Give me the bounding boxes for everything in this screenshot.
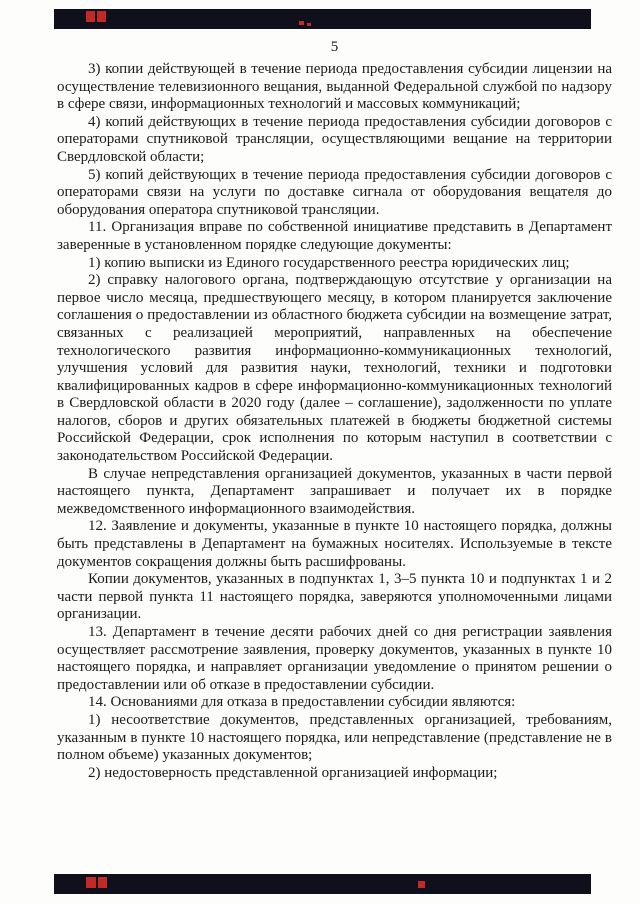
document-body <box>57 61 612 782</box>
red-stamp-speck <box>418 881 425 888</box>
paragraph: В случае непредставления организацией документов, указанных в части первой настоящего пункта, Департамент запрашивает и получает их в порядке межведомственного информационного взаимодействия. <box>57 465 612 517</box>
paragraph: 2) недостоверность представленной организацией информации; <box>88 764 498 781</box>
paragraph: 12. Заявление и документы, указанные в пункте 10 настоящего порядка, должны быть представлены в Департамент на бумажных носителях. Используемые в тексте документов сокращения должны быть расшифрованы. <box>57 518 612 570</box>
paragraph: 5) копий действующих в течение периода предоставления субсидии договоров с операторами связи на услуги по доставке сигнала от оборудования вещателя до оборудования оператора спутниковой трансляции. <box>57 166 612 218</box>
paragraph: 4) копий действующих в течение периода предоставления субсидии договоров с операторами спутниковой трансляции, осуществляющими вещание на территории Свердловской области; <box>57 113 612 165</box>
redaction-bar-top <box>54 9 591 29</box>
red-stamp-speck <box>299 21 304 25</box>
red-stamp-speck <box>307 23 311 26</box>
paragraph: 1) копию выписки из Единого государственного реестра юридических лиц; <box>88 254 570 271</box>
paragraph: 14. Основаниями для отказа в предоставлении субсидии являются: <box>88 694 516 711</box>
red-stamp-mark <box>86 11 95 22</box>
paragraph: 13. Департамент в течение десяти рабочих дней со дня регистрации заявления осуществляет рассмотрение заявления, проверку документов, указанных в пункте 10 настоящего порядка, и направляет организации уведомление о принятом решении о предоставлении или об отказе в предоставлении субсидии. <box>57 624 612 693</box>
paragraph: Копии документов, указанных в подпунктах 1, 3–5 пункта 10 и подпунктах 1 и 2 части первой пункта 11 настоящего порядка, заверяются уполномоченными лицами организации. <box>57 571 612 623</box>
paragraph: 3) копии действующей в течение периода предоставления субсидии лицензии на осуществление телевизионного вещания, выданной Федеральной службой по надзору в сфере связи, информационных технологий и массовых коммуникаций; <box>57 61 612 113</box>
red-stamp-mark <box>97 11 106 22</box>
page-number: 5 <box>330 39 339 55</box>
red-stamp-mark <box>86 877 96 888</box>
paragraph: 1) несоответствие документов, представленных организацией, требованиям, указанным в пункте 10 настоящего порядка, или непредставление (представление не в полном объеме) указанных документов; <box>57 711 612 764</box>
paragraph: 2) справку налогового органа, подтверждающую отсутствие у организации на первое число месяца, предшествующего месяцу, в котором планируется заключение соглашения о предоставлении из областного бюджета субсидии на возмещение затрат, связанных с реализацией мероприятий, направленных на обеспечение технологического развития информационно-коммуникационных технологий, улучшения условий для развития науки, технологий, техники и подготовки квалифицированных кадров в сфере информационно-коммуникационных технологий в Свердловской области в 2020 году (далее – соглашение), задолженности по уплате налогов, сборов и других обязательных платежей в бюджеты бюджетной системы Российской Федерации, срок исполнения по которым наступил в соответствии с законодательством Российской Федерации. <box>57 272 612 465</box>
paragraph: 11. Организация вправе по собственной инициативе представить в Департамент заверенные в установленном порядке следующие документы: <box>57 219 612 253</box>
redaction-bar-bottom <box>54 874 591 894</box>
red-stamp-mark <box>98 877 107 888</box>
